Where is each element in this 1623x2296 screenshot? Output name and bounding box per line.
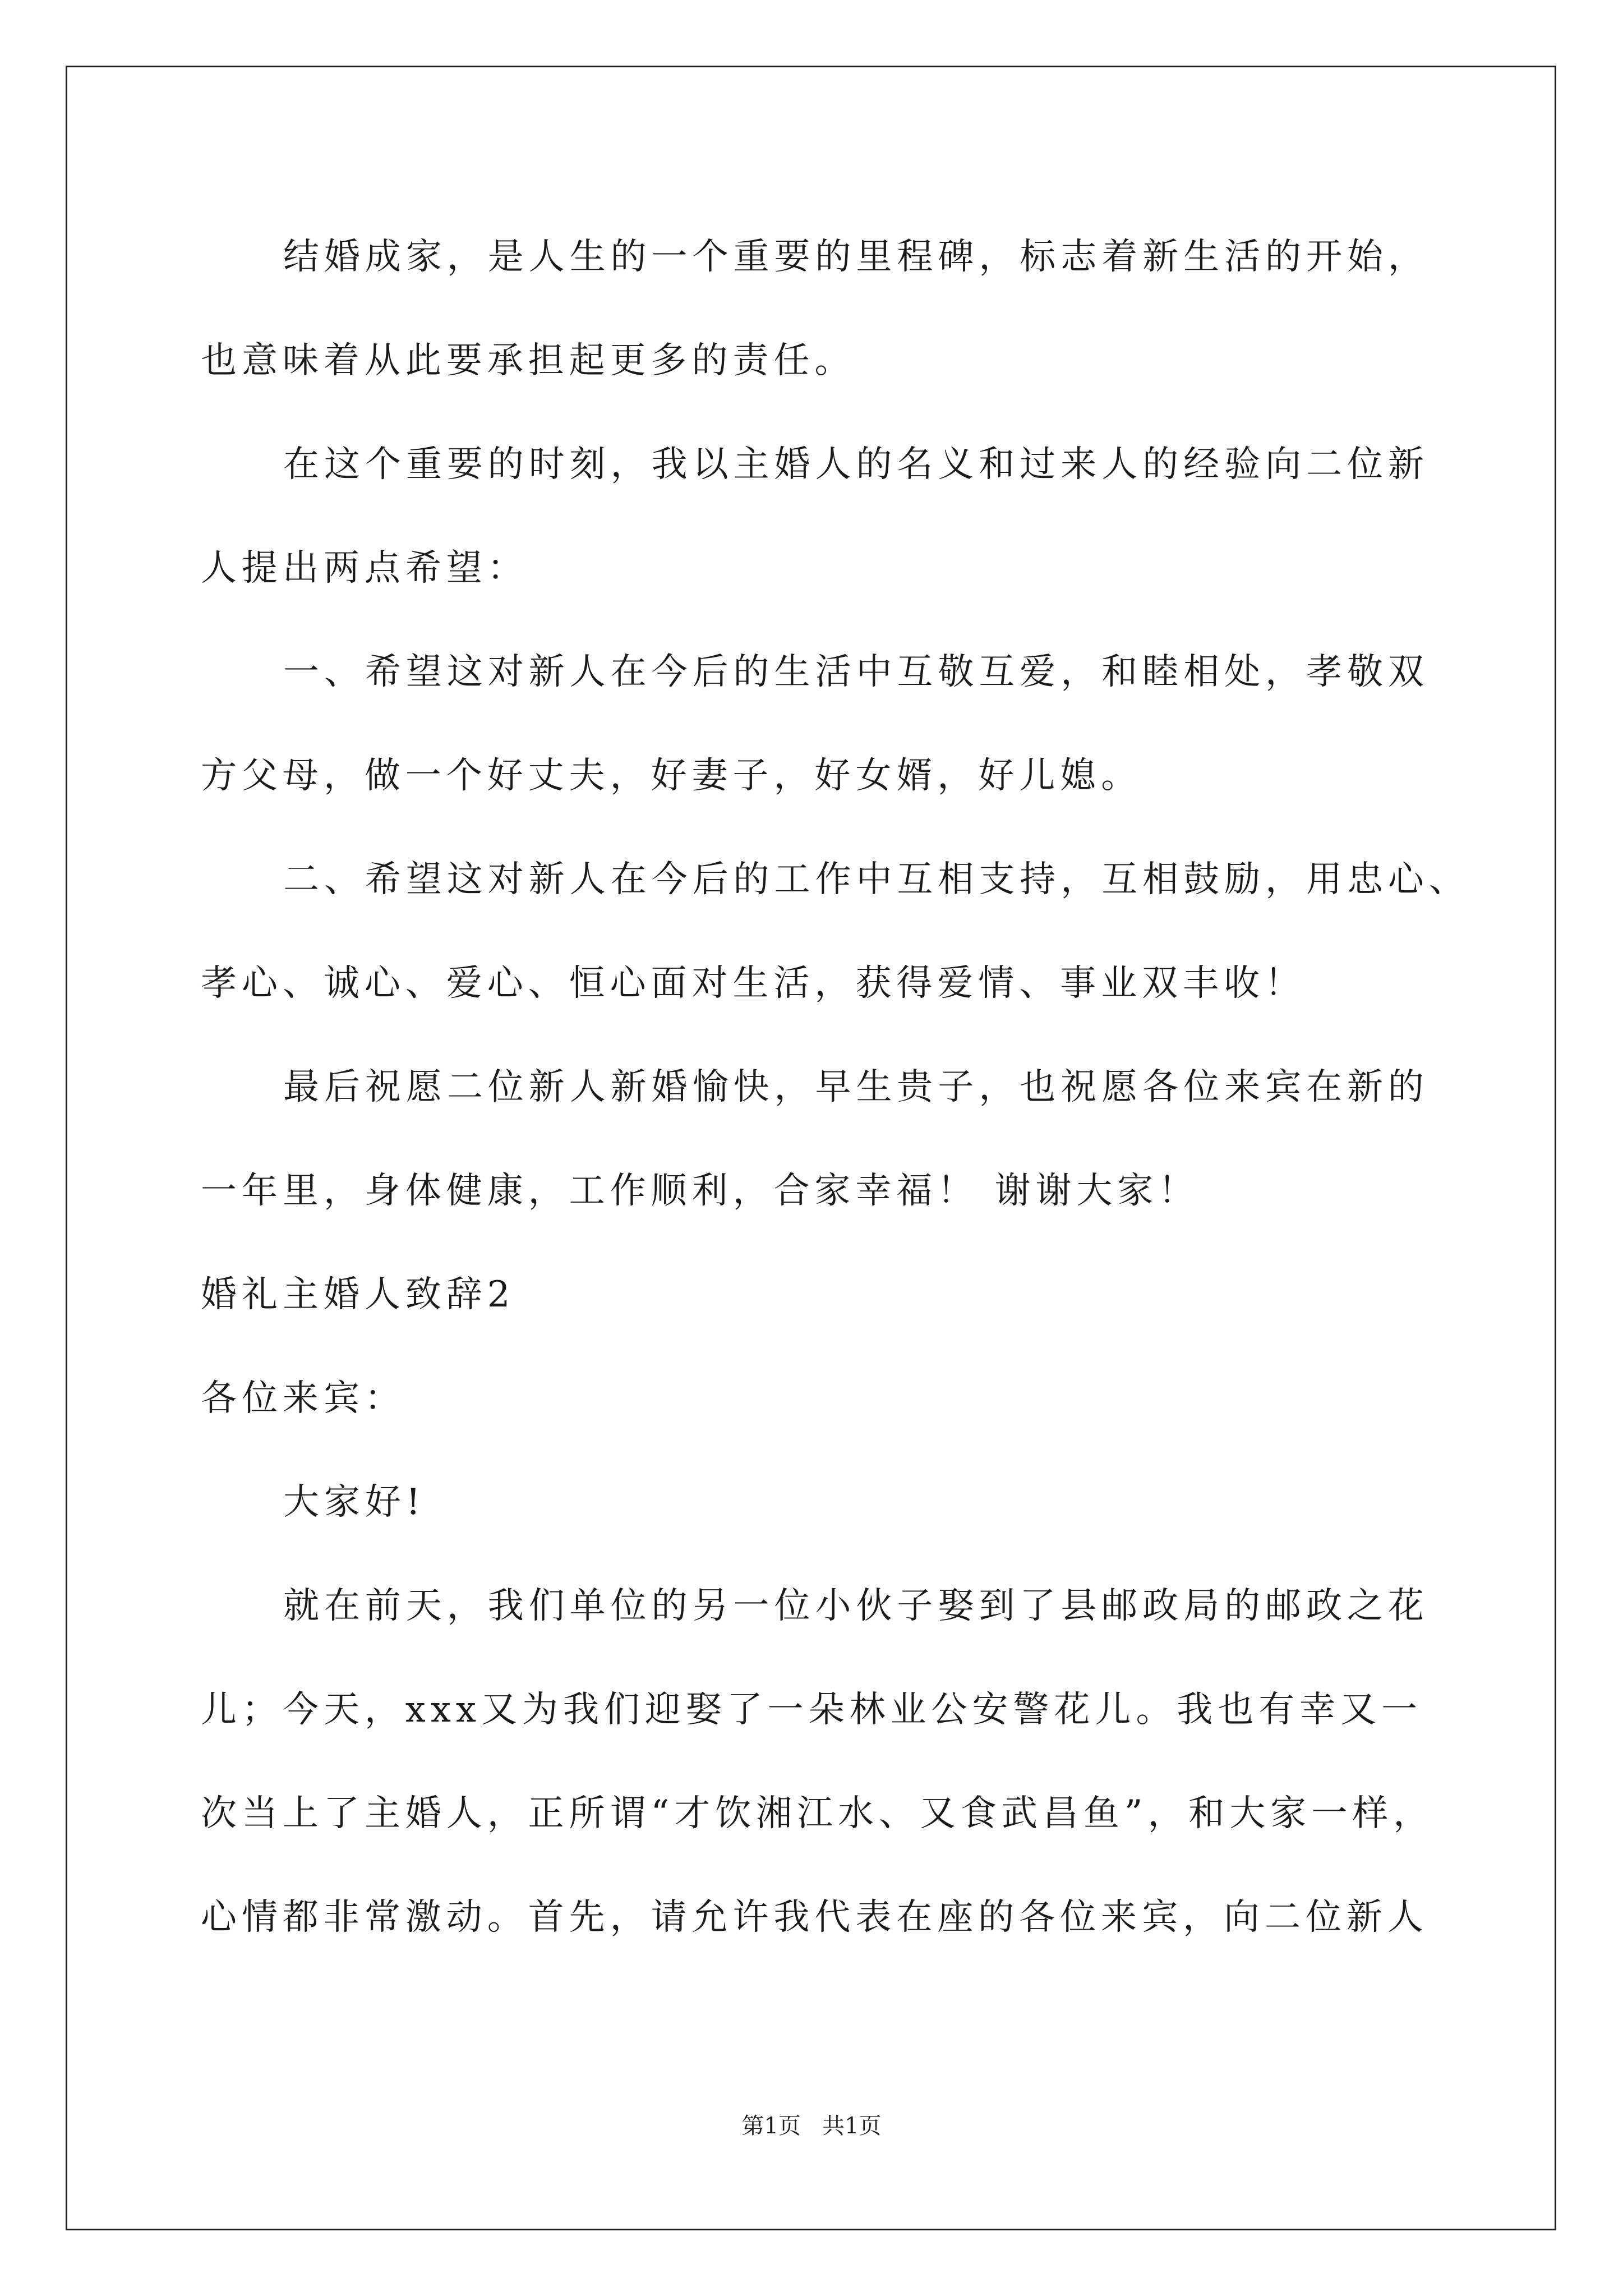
text-line: 一年里，身体健康，工作顺利，合家幸福！ 谢谢大家！ <box>201 1170 1200 1212</box>
greeting: 大家好! <box>283 1481 426 1523</box>
text-line: 最后祝愿二位新人新婚愉快，早生贵子，也祝愿各位来宾在新的 <box>283 1066 1429 1108</box>
text-line: 心情都非常激动。首先，请允许我代表在座的各位来宾，向二位新人 <box>201 1897 1428 1938</box>
text-line: 人提出两点希望： <box>201 547 528 589</box>
text-line: 二、希望这对新人在今后的工作中互相支持，互相鼓励，用忠心、 <box>283 859 1470 900</box>
salutation: 各位来宾： <box>201 1378 405 1419</box>
text-line: 结婚成家，是人生的一个重要的里程碑，标志着新生活的开始， <box>283 236 1429 278</box>
text-line: 一、希望这对新人在今后的生活中互敬互爱，和睦相处，孝敬双 <box>283 651 1429 693</box>
text-line: 儿；今天，xxx又为我们迎娶了一朵林业公安警花儿。我也有幸又一 <box>201 1689 1423 1731</box>
text-line: 也意味着从此要承担起更多的责任。 <box>201 340 856 381</box>
text-line: 孝心、诚心、爱心、恒心面对生活，获得爱情、事业双丰收！ <box>201 963 1306 1004</box>
section-heading: 婚礼主婚人致辞2 <box>201 1274 515 1315</box>
text-line: 就在前天，我们单位的另一位小伙子娶到了县邮政局的邮政之花 <box>283 1585 1429 1627</box>
page-footer: 第1页 共1页 <box>741 2113 882 2139</box>
text-line: 方父母，做一个好丈夫，好妻子，好女婿，好儿媳。 <box>201 755 1142 797</box>
text-line: 次当上了主婚人，正所谓“才饮湘江水、又食武昌鱼”，和大家一样， <box>201 1793 1435 1834</box>
text-line: 在这个重要的时刻，我以主婚人的名义和过来人的经验向二位新 <box>283 444 1429 485</box>
